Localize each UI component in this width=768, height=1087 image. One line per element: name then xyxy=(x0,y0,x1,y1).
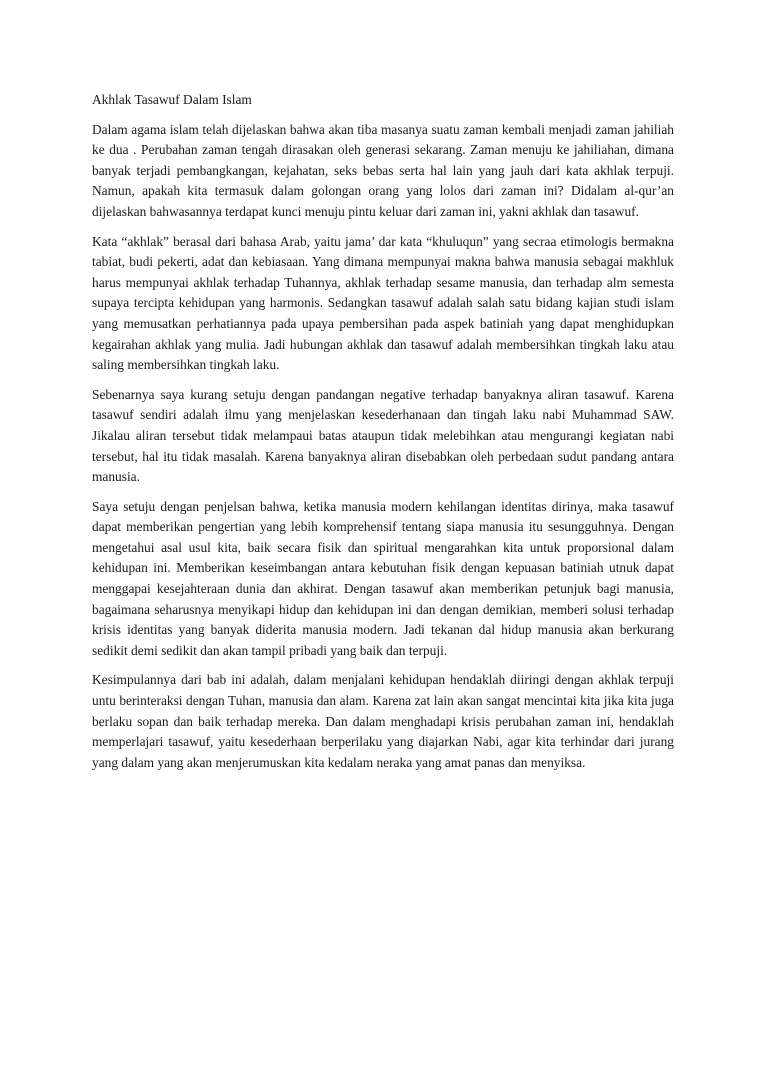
paragraph-intro: Dalam agama islam telah dijelaskan bahwa akan tiba masanya suatu zaman kembali menjadi zaman jahiliah ke dua . Perubahan zaman tengah dirasakan oleh generasi sekarang. Zaman menuju ke jahiliahan, dimana banyak terjadi pembangkangan, kejahatan, seks bebas serta hal lain yang jauh dari kata akhlak terpuji. Namun, apakah kita termasuk dalam golongan orang yang lolos dari zaman ini? Didalam al-qur’an dijelaskan bahwasannya terdapat kunci menuju pintu keluar dari zaman ini, yakni akhlak dan tasawuf. xyxy=(92,121,674,219)
paragraph-conclusion: Kesimpulannya dari bab ini adalah, dalam menjalani kehidupan hendaklah diiringi dengan akhlak terpuji untu berinteraksi dengan Tuhan, manusia dan alam. Karena zat lain akan sangat mencintai kita jika kita juga berlaku sopan dan baik terhadap mereka. Dan dalam menghadapi krisis perubahan zaman ini, hendaklah memperlajari tasawuf, yaitu kesederhaan berperilaku yang diajarkan Nabi, agar kita terhindar dari jurang yang dalam yang akan menjerumuskan kita kedalam neraka yang amat panas dan menyiksa. xyxy=(92,672,674,770)
paragraph-modern-identity: Saya setuju dengan penjelsan bahwa, ketika manusia modern kehilangan identitas dirinya, maka tasawuf dapat memberikan pengertian yang lebih komprehensif tentang siapa manusia itu sesungguhnya. Dengan mengetahui asal usul kita, baik secara fisik dan spiritual mengarahkan kita untuk proporsional dalam kehidupan ini. Memberikan keseimbangan antara kebutuhan fisik dengan kepuasan batiniah utnuk dapat menggapai kesejahteraan dunia dan akhirat. Dengan tasawuf akan memberikan petunjuk bagi manusia, bagaimana seharusnya menyikapi hidup dan kehidupan ini dan dengan demikian, memberi solusi terhadap krisis identitas yang banyak diderita manusia modern. Jadi tekanan dal hidup manusia akan berkurang sedikit demi sedikit dan akan tampil pribadi yang baik dan terpuji. xyxy=(92,498,674,658)
document-body xyxy=(92,90,674,782)
paragraph-definition: Kata “akhlak” berasal dari bahasa Arab, yaitu jama’ dar kata “khuluqun” yang secraa etimologis bermakna tabiat, budi pekerti, adat dan kebiasaan. Yang dimana mempunyai makna bahwa manusia sebagai makhluk harus mempunyai akhlak terhadap Tuhannya, akhlak terhadap sesame manusia, dan terhadap alm semesta supaya tercipta kehidupan yang harmonis. Sedangkan tasawuf adalah salah satu bidang kajian studi islam yang memusatkan perhatiannya pada upaya pembersihan pada aspek batiniah yang dapat menghidupkan kegairahan akhlak yang mulia. Jadi hubungan akhlak dan tasawuf adalah membersihkan tingkah laku atau saling membersihkan tingkah laku. xyxy=(92,233,674,373)
paragraph-opinion-aliran: Sebenarnya saya kurang setuju dengan pandangan negative terhadap banyaknya aliran tasawuf. Karena tasawuf sendiri adalah ilmu yang menjelaskan kesederhanaan dan tingah laku nabi Muhammad SAW. Jikalau aliran tersebut tidak melampaui batas ataupun tidak melebihkan atau mengurangi kegiatan nabi tersebut, hal itu tidak masalah. Karena banyaknya aliran disebabkan oleh perbedaan sudut pandang antara manusia. xyxy=(92,386,674,485)
document-title: Akhlak Tasawuf Dalam Islam xyxy=(92,92,252,107)
